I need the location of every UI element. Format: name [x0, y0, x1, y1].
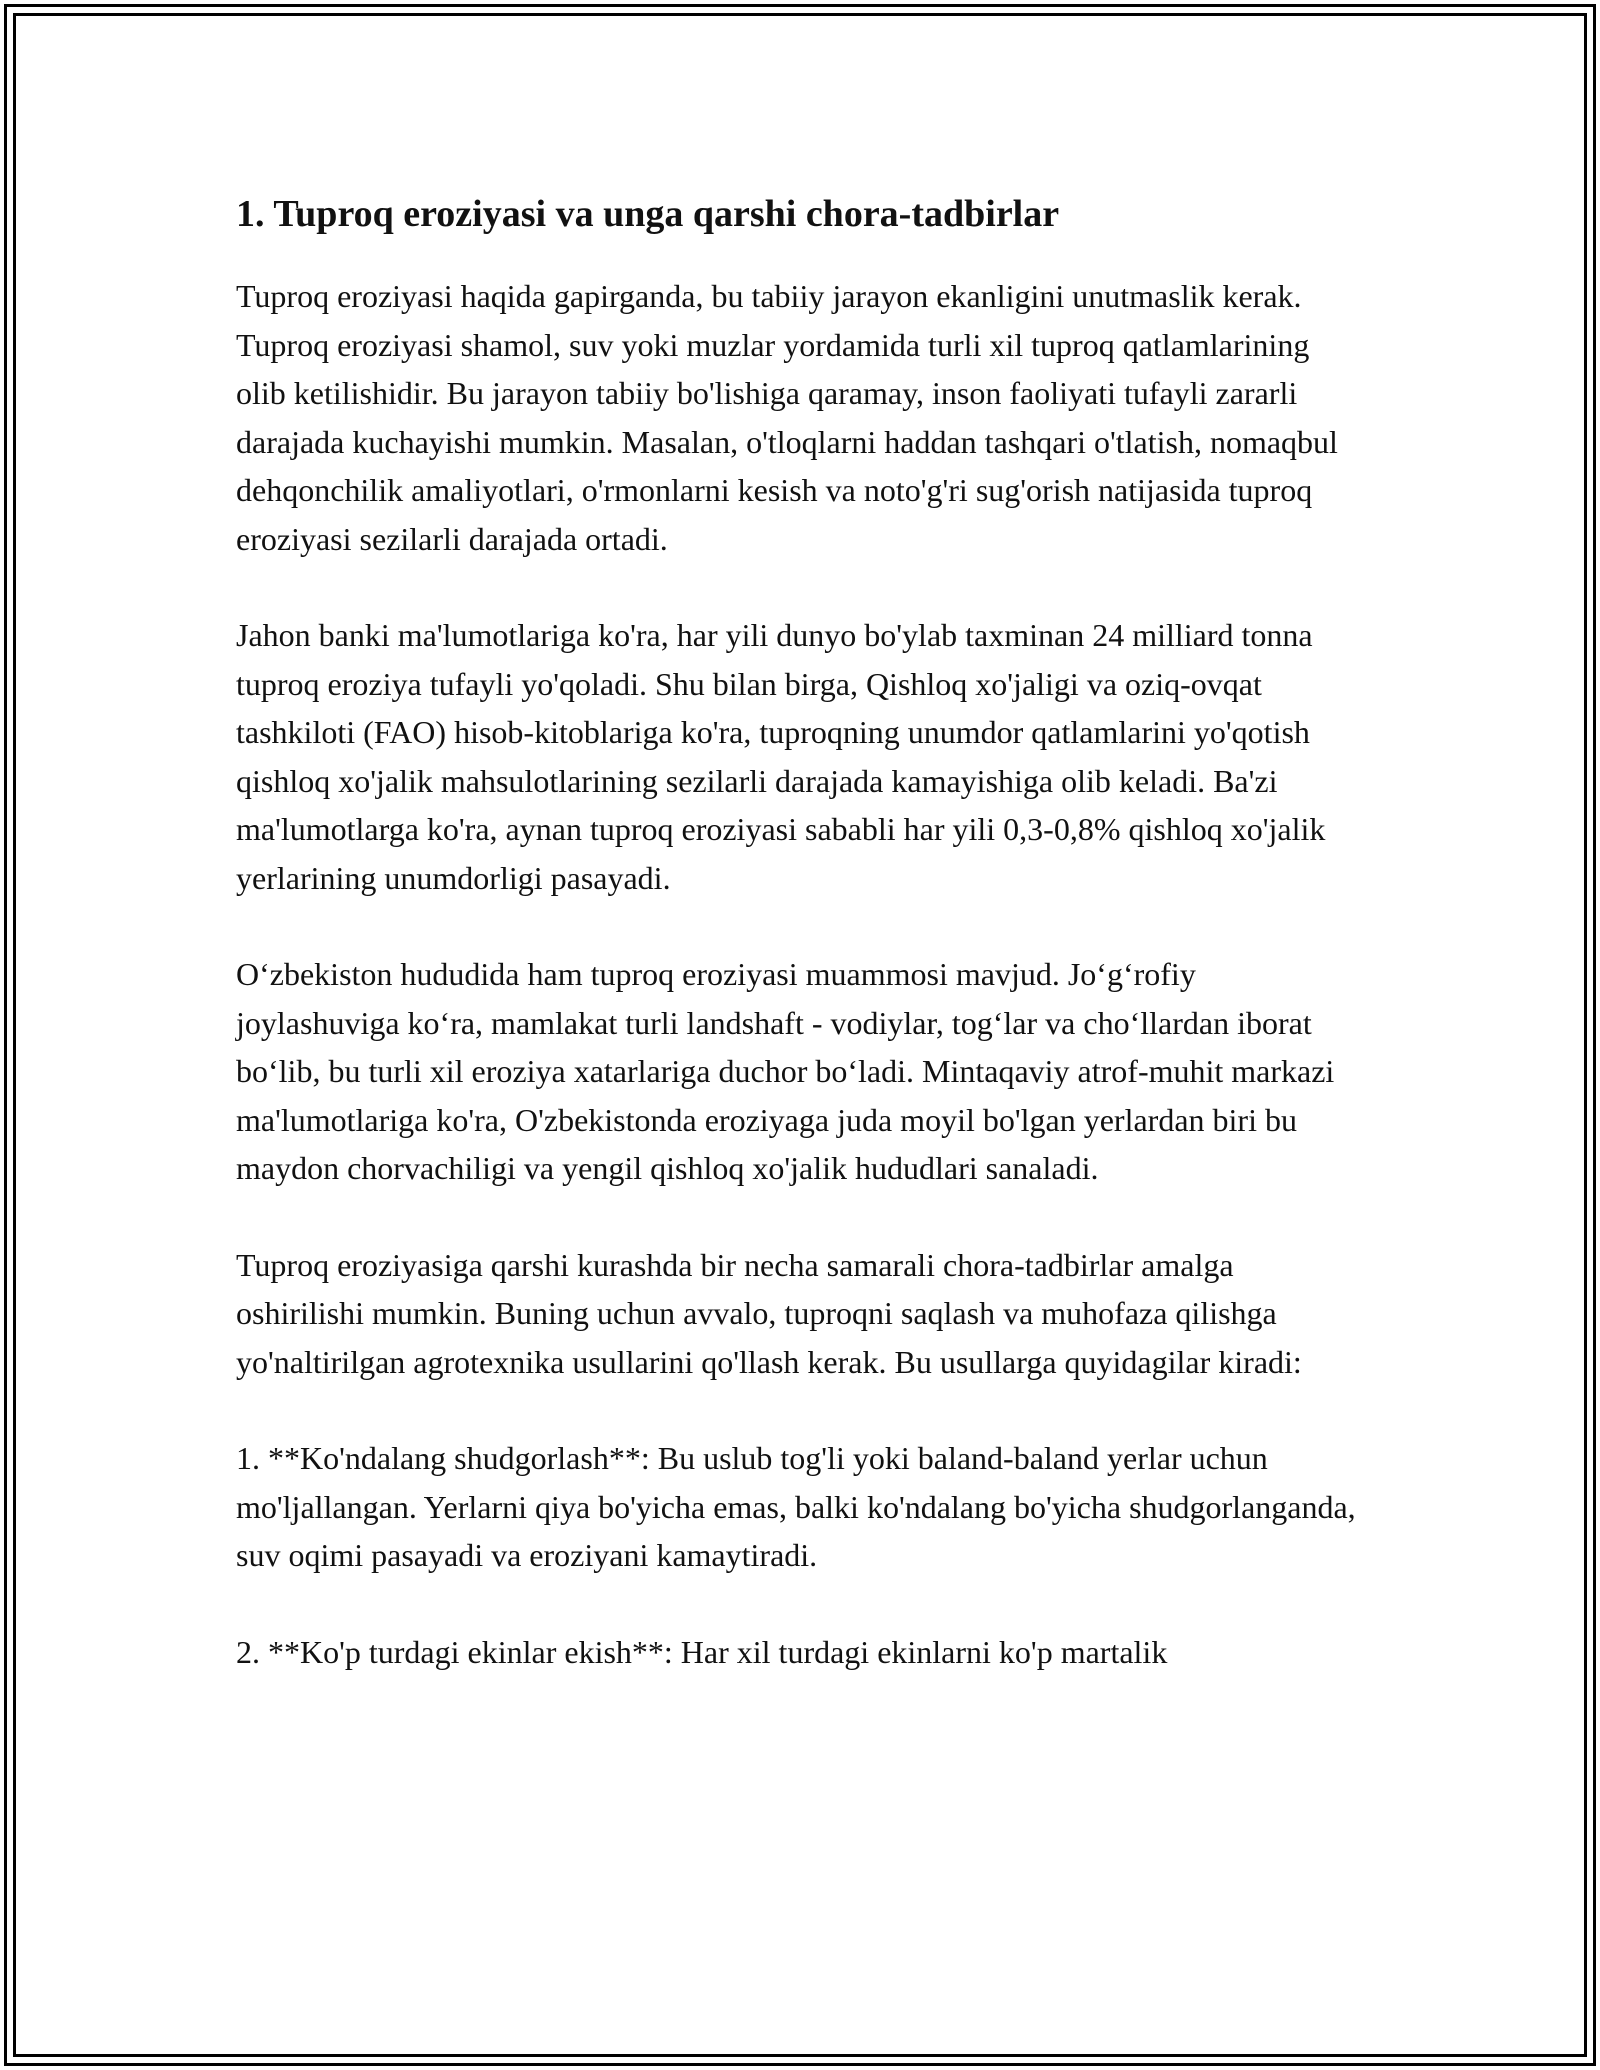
- list-item-crop-diversity: 2. **Ko'p turdagi ekinlar ekish**: Har xil turdagi ekinlarni ko'p martalik: [236, 1633, 1168, 1670]
- list-item-contour-plowing: 1. **Ko'ndalang shudgorlash**: Bu uslub tog'li yoki baland-baland yerlar uchun mo'ljallangan. Yerlarni qiya bo'yicha emas, balki ko'ndalang bo'yicha shudgorlanganda, suv oqimi pasayadi va eroziyani kamaytiradi.: [236, 1440, 1356, 1573]
- document-body: [236, 186, 1366, 1724]
- paragraph-uzbekistan-erosion: O‘zbekiston hududida ham tuproq eroziyasi muammosi mavjud. Jo‘g‘rofiy joylashuviga ko‘ra, mamlakat turli landshaft - vodiylar, tog‘lar va cho‘llardan iborat bo‘lib, bu turli xil eroziya xatarlariga duchor bo‘ladi. Mintaqaviy atrof-muhit markazi ma'lumotlariga ko'ra, O'zbekistonda eroziyaga juda moyil bo'lgan yerlardan biri bu maydon chorvachiligi va yengil qishloq xo'jalik hududlari sanaladi.: [236, 956, 1335, 1186]
- paragraph-world-bank-statistics: Jahon banki ma'lumotlariga ko'ra, har yili dunyo bo'ylab taxminan 24 milliard tonna tuproq eroziya tufayli yo'qoladi. Shu bilan birga, Qishloq xo'jaligi va oziq-ovqat tashkiloti (FAO) hisob-kitoblariga ko'ra, tuproqning unumdor qatlamlarini yo'qotish qishloq xo'jalik mahsulotlarining sezilarli darajada kamayishiga olib keladi. Ba'zi ma'lumotlarga ko'ra, aynan tuproq eroziyasi sababli har yili 0,3-0,8% qishloq xo'jalik yerlarining unumdorligi pasayadi.: [236, 617, 1326, 896]
- section-heading: 1. Tuproq eroziyasi va unga qarshi chora-tadbirlar: [236, 193, 1060, 235]
- paragraph-erosion-definition: Tuproq eroziyasi haqida gapirganda, bu tabiiy jarayon ekanligini unutmaslik kerak. Tuproq eroziyasi shamol, suv yoki muzlar yordamida turli xil tuproq qatlamlarining olib ketilishidir. Bu jarayon tabiiy bo'lishiga qaramay, inson faoliyati tufayli zararli darajada kuchayishi mumkin. Masalan, o'tloqlarni haddan tashqari o'tlatish, nomaqbul dehqonchilik amaliyotlari, o'rmonlarni kesish va noto'g'ri sug'orish natijasida tuproq eroziyasi sezilarli darajada ortadi.: [236, 278, 1338, 557]
- paragraph-countermeasures-intro: Tuproq eroziyasiga qarshi kurashda bir necha samarali chora-tadbirlar amalga oshirilishi mumkin. Buning uchun avvalo, tuproqni saqlash va muhofaza qilishga yo'naltirilgan agrotexnika usullarini qo'llash kerak. Bu usullarga quyidagilar kiradi:: [236, 1246, 1302, 1380]
